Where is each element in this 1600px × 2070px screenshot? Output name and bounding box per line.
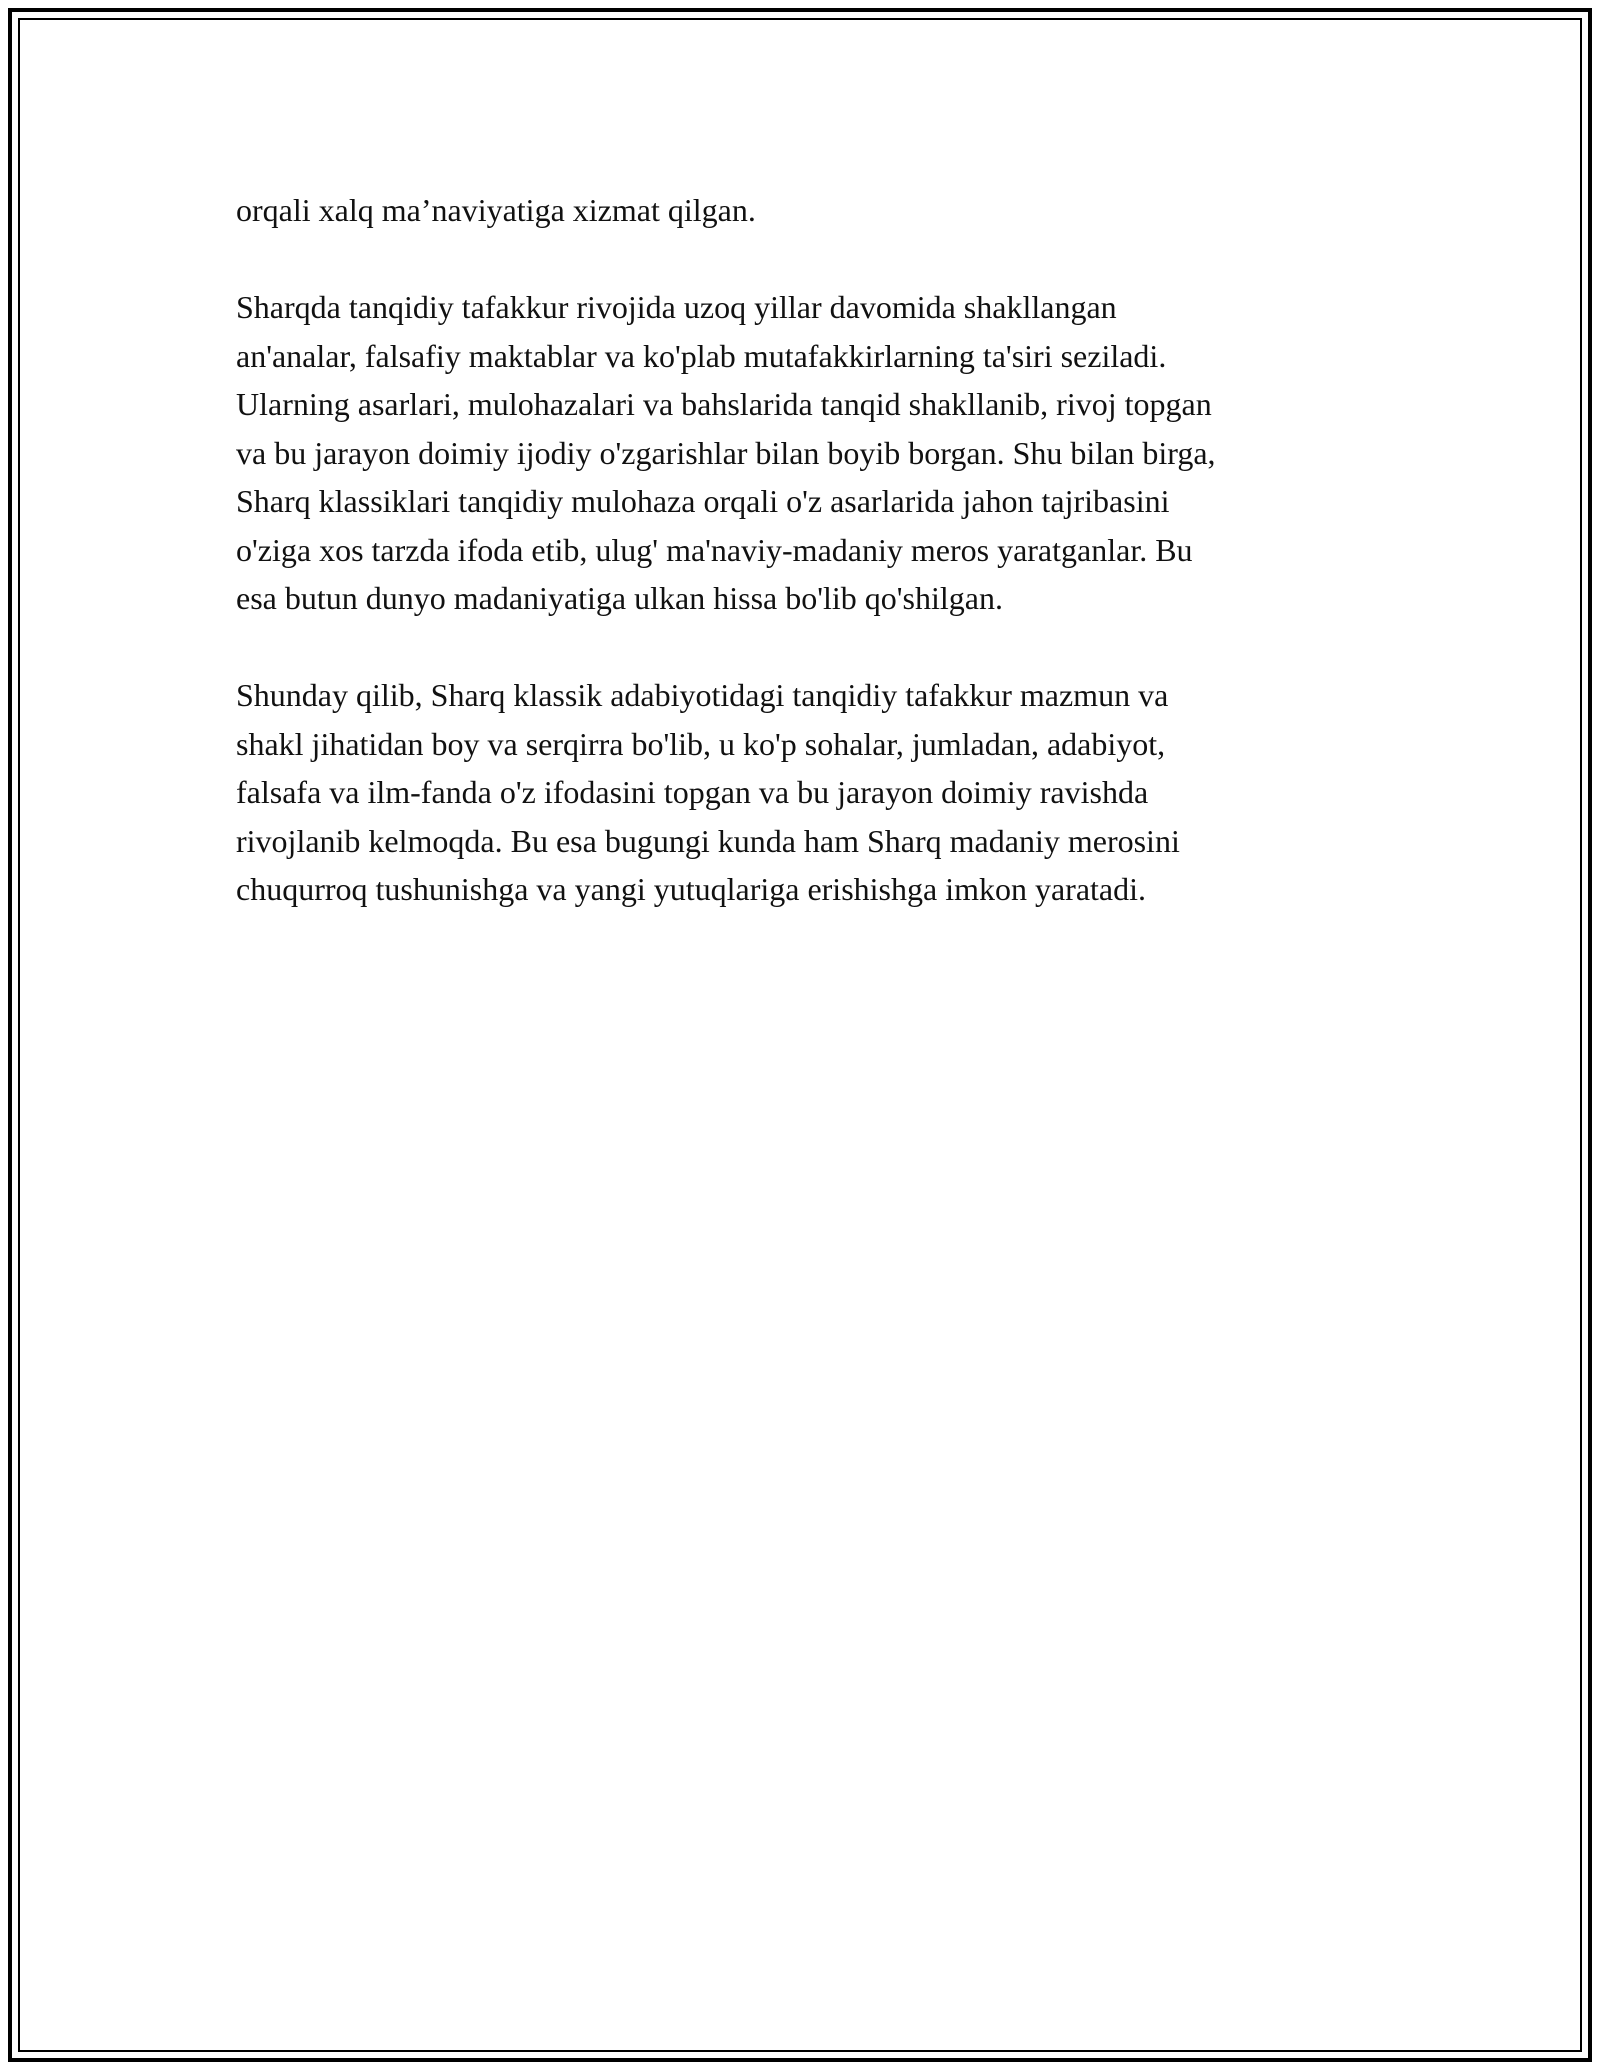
paragraph-conclusion: Shunday qilib, Sharq klassik adabiyotidagi tanqidiy tafakkur mazmun va shakl jihatidan boy va serqirra bo'lib, u ko'p sohalar, jumladan, adabiyot, falsafa va ilm-fanda o'z ifodasini topgan va bu jarayon doimiy ravishda rivojlanib kelmoqda. Bu esa bugungi kunda ham Sharq madaniy merosini chuqurroq tushunishga va yangi yutuqlariga erishishga imkon yaratadi.	[236, 677, 1180, 907]
paragraph-eastern-critical-thought: Sharqda tanqidiy tafakkur rivojida uzoq yillar davomida shakllangan an'analar, falsafiy maktablar va ko'plab mutafakkirlarning ta'siri seziladi. Ularning asarlari, mulohazalari va bahslarida tanqid shakllanib, rivoj topgan va bu jarayon doimiy ijodiy o'zgarishlar bilan boyib borgan. Shu bilan birga, Sharq klassiklari tanqidiy mulohaza orqali o'z asarlarida jahon tajribasini o'ziga xos tarzda ifoda etib, ulug' ma'naviy-madaniy meros yaratganlar. Bu esa butun dunyo madaniyatiga ulkan hissa bo'lib qo'shilgan.	[236, 289, 1216, 616]
document-body	[236, 186, 1376, 962]
paragraph-continuation: orqali xalq ma’naviyatiga xizmat qilgan.	[236, 192, 756, 228]
